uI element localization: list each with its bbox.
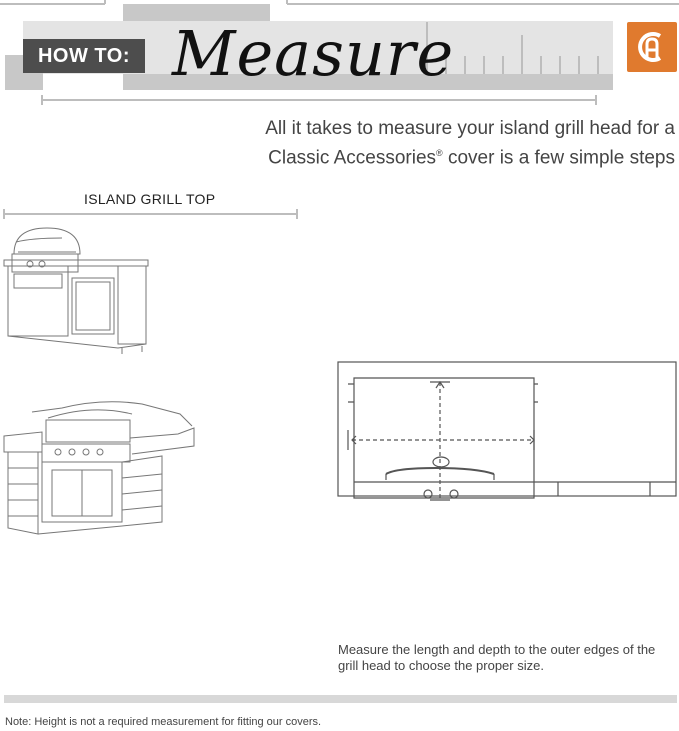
registered-mark: ® — [436, 148, 443, 158]
how-to-badge: HOW TO: — [23, 39, 145, 73]
section-rule — [0, 208, 300, 222]
intro-line-2 — [265, 141, 675, 170]
classic-accessories-logo-icon — [627, 22, 677, 72]
intro-text — [265, 116, 675, 170]
intro-line-2-rest: cover is a few simple steps — [442, 147, 675, 169]
instructions-text: Measure the length and depth to the outer edges of the grill head to choose the proper size. — [338, 642, 656, 673]
section-label: ISLAND GRILL TOP — [84, 191, 216, 207]
intro-brand: Classic Accessories — [268, 147, 437, 169]
footnote: Note: Height is not a required measurement for fitting our covers. — [5, 716, 322, 728]
grill-island-illustration-1 — [2, 224, 152, 356]
intro-line-1: All it takes to measure your island grill head for a — [265, 118, 675, 139]
bottom-divider — [4, 695, 677, 703]
page-title: Measure — [172, 17, 455, 90]
measurement-diagram — [336, 360, 678, 502]
grill-island-illustration-2 — [2, 398, 198, 538]
